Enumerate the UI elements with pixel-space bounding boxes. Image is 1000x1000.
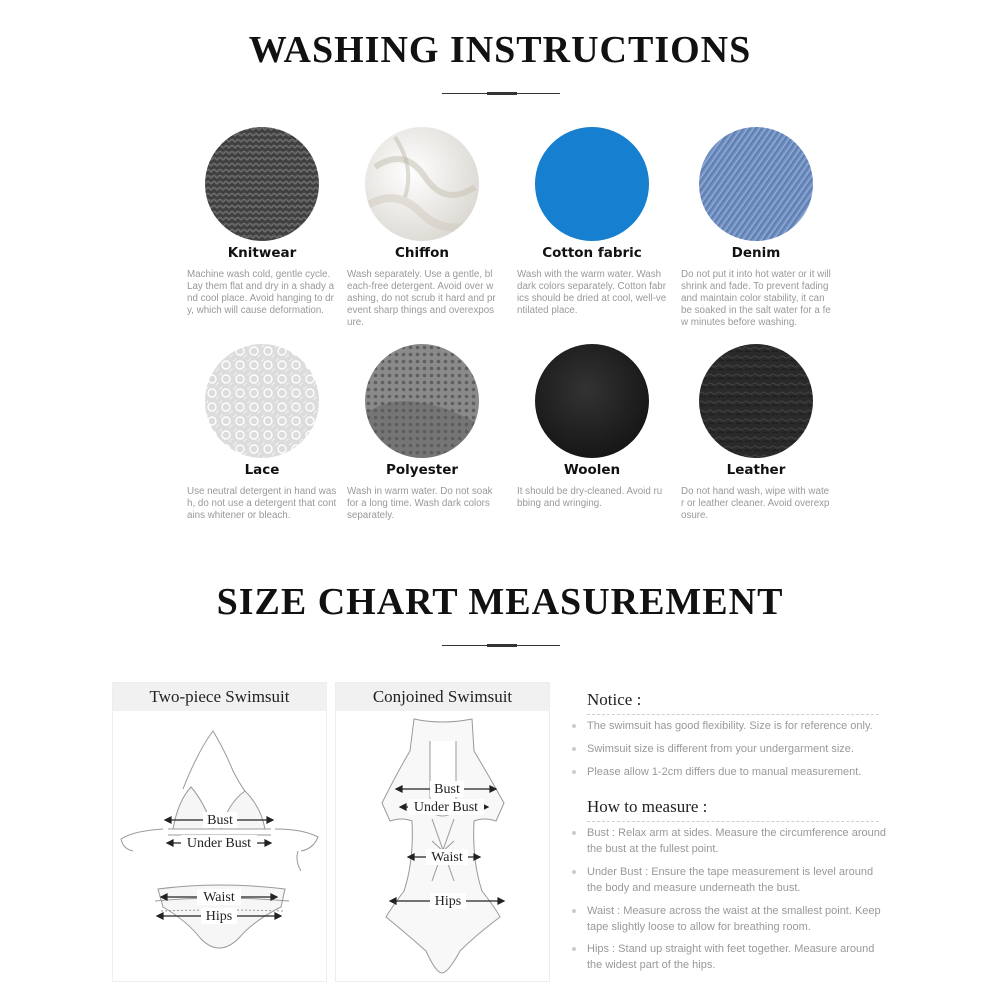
panel-title: Two-piece Swimsuit [113, 683, 326, 711]
waist-label: Waist [431, 850, 463, 865]
fabric-description: Do not put it into hot water or it will shrink and fade. To prevent fading and maintain color stability, it can be soaked in the salt water for a few minutes before washing. [681, 269, 831, 328]
title-divider [442, 93, 560, 94]
fabric-name: Woolen [563, 462, 621, 478]
polyester-swatch-icon [365, 344, 479, 458]
notice-item: The swimsuit has good flexibility. Size is for reference only. [587, 718, 887, 734]
knitwear-swatch-icon [205, 127, 319, 241]
fabric-name: Chiffon [395, 245, 449, 261]
measure-item-bust: Bust : Relax arm at sides. Measure the circumference around the bust at the fullest point. [587, 825, 887, 857]
panel-title: Conjoined Swimsuit [336, 683, 549, 711]
bust-label: Bust [207, 813, 233, 828]
size-chart-title: SIZE CHART MEASUREMENT [216, 581, 784, 623]
bikini-diagram [113, 711, 326, 981]
under-bust-label: Under Bust [186, 836, 252, 851]
hips-label: Hips [434, 894, 462, 909]
lace-swatch-icon [205, 344, 319, 458]
notice-title: Notice : [587, 690, 642, 709]
fabric-description: Wash separately. Use a gentle, bleach-free detergent. Avoid over washing, do not scrub it hard and prevent sharp things and overexposure. [347, 269, 496, 328]
fabric-description: Machine wash cold, gentle cycle. Lay them flat and dry in a shady and cool place. Avoid hanging to dry, which will cause deformation. [187, 269, 335, 316]
denim-swatch-icon [699, 127, 813, 241]
measure-item-hips: Hips : Stand up straight with feet together. Measure around the widest part of the hips. [587, 941, 887, 973]
waist-label: Waist [203, 890, 235, 905]
cotton-swatch-icon [535, 127, 649, 241]
fabric-name: Denim [731, 245, 781, 261]
how-to-measure-title: How to measure : [587, 797, 708, 816]
fabric-description: Wash in warm water. Do not soak for a long time. Wash dark colors separately. [347, 486, 493, 521]
fabric-name: Knitwear [227, 245, 297, 261]
under-bust-label: Under Bust [413, 800, 479, 815]
washing-instructions-title: WASHING INSTRUCTIONS [248, 29, 752, 71]
how-to-divider [587, 821, 879, 822]
notice-item: Swimsuit size is different from your undergarment size. [587, 741, 887, 757]
conjoined-swimsuit-panel [335, 682, 550, 982]
title-divider [442, 645, 560, 646]
fabric-name: Lace [244, 462, 280, 478]
measure-item-under-bust: Under Bust : Ensure the tape measurement is level around the body and measure underneath the bust. [587, 864, 887, 896]
notice-divider [587, 714, 879, 715]
two-piece-swimsuit-panel [112, 682, 327, 982]
chiffon-swatch-icon [365, 127, 479, 241]
fabric-description: It should be dry-cleaned. Avoid rubbing and wringing. [517, 486, 663, 509]
fabric-name: Polyester [385, 462, 459, 478]
fabric-description: Wash with the warm water. Wash dark colors separately. Cotton fabrics should be dried at cool, well-ventilated place. [517, 269, 667, 316]
one-piece-diagram [336, 711, 549, 981]
woolen-swatch-icon [535, 344, 649, 458]
fabric-description: Do not hand wash, wipe with water or leather cleaner. Avoid overexposure. [681, 486, 830, 521]
notice-item: Please allow 1-2cm differs due to manual measurement. [587, 764, 887, 780]
fabric-name: Leather [726, 462, 786, 478]
leather-swatch-icon [699, 344, 813, 458]
hips-label: Hips [205, 909, 233, 924]
fabric-name: Cotton fabric [542, 245, 642, 261]
fabric-description: Use neutral detergent in hand wash, do not use a detergent that contains whitener or bleach. [187, 486, 337, 521]
measure-item-waist: Waist : Measure across the waist at the smallest point. Keep tape slightly loose to allow for breathing room. [587, 903, 887, 935]
bust-label: Bust [434, 782, 460, 797]
